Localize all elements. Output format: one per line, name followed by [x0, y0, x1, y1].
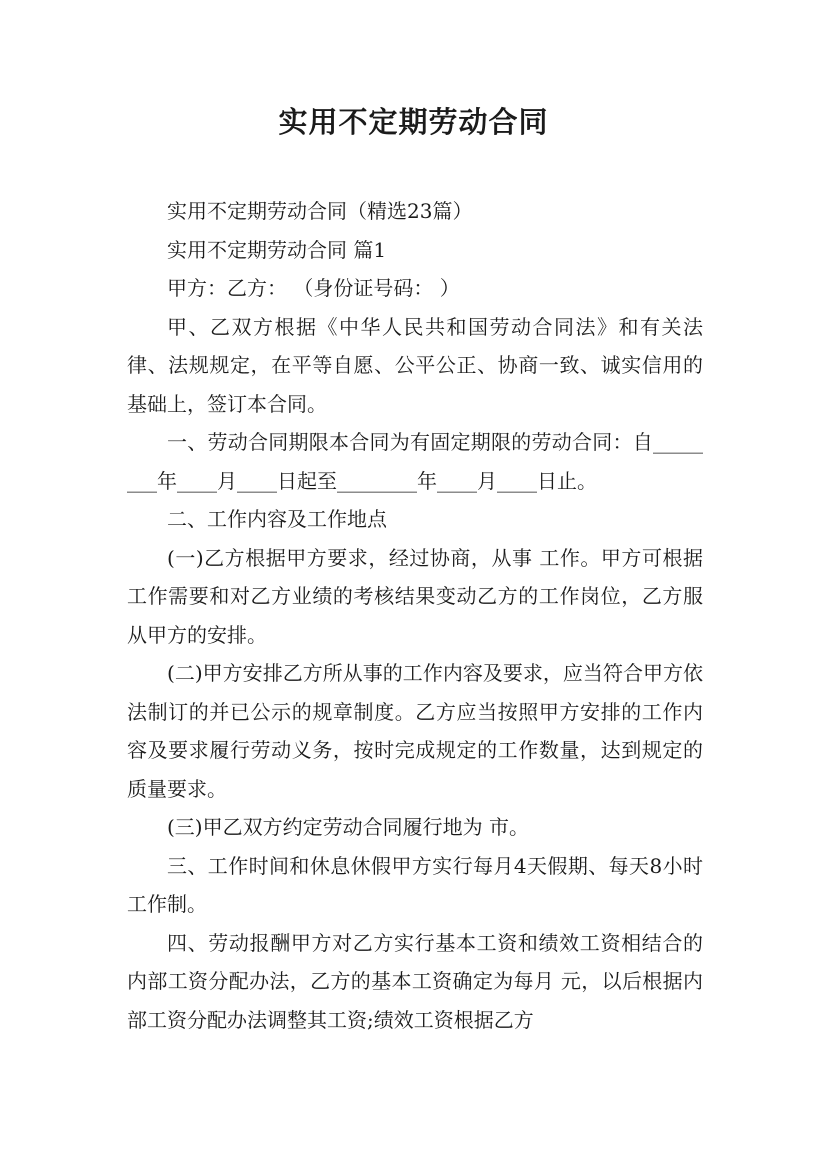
paragraph-contract-term: 一、劳动合同期限本合同为有固定期限的劳动合同：自________年____月____日起至________年____月____日止。	[127, 430, 703, 493]
paragraph-subtitle: 实用不定期劳动合同（精选23篇）	[167, 199, 473, 223]
paragraph-parties: 甲方：乙方： （身份证号码： ）	[167, 276, 460, 300]
paragraph-work-content-heading: 二、工作内容及工作地点	[167, 507, 387, 531]
paragraph-section-heading: 实用不定期劳动合同 篇1	[167, 237, 387, 262]
paragraph-work-content-1: (一)乙方根据甲方要求，经过协商，从事 工作。甲方可根据工作需要和对乙方业绩的考核结果变动乙方的工作岗位，乙方服从甲方的安排。	[127, 545, 703, 647]
document-title: 实用不定期劳动合同	[278, 105, 549, 139]
paragraph-work-location: (三)甲乙双方约定劳动合同履行地为 市。	[167, 815, 529, 839]
paragraph-preamble: 甲、乙双方根据《中华人民共和国劳动合同法》和有关法律、法规规定，在平等自愿、公平公正、协商一致、诚实信用的基础上，签订本合同。	[127, 314, 703, 416]
paragraph-working-hours: 三、工作时间和休息休假甲方实行每月4天假期、每天8小时工作制。	[127, 853, 703, 916]
document-body	[127, 192, 703, 1039]
paragraph-work-content-2: (二)甲方安排乙方所从事的工作内容及要求，应当符合甲方依法制订的并已公示的规章制度。乙方应当按照甲方安排的工作内容及要求履行劳动义务，按时完成规定的工作数量，达到规定的质量要求。	[127, 661, 703, 801]
paragraph-remuneration: 四、劳动报酬甲方对乙方实行基本工资和绩效工资相结合的内部工资分配办法，乙方的基本工资确定为每月 元，以后根据内部工资分配办法调整其工资;绩效工资根据乙方	[127, 930, 703, 1032]
